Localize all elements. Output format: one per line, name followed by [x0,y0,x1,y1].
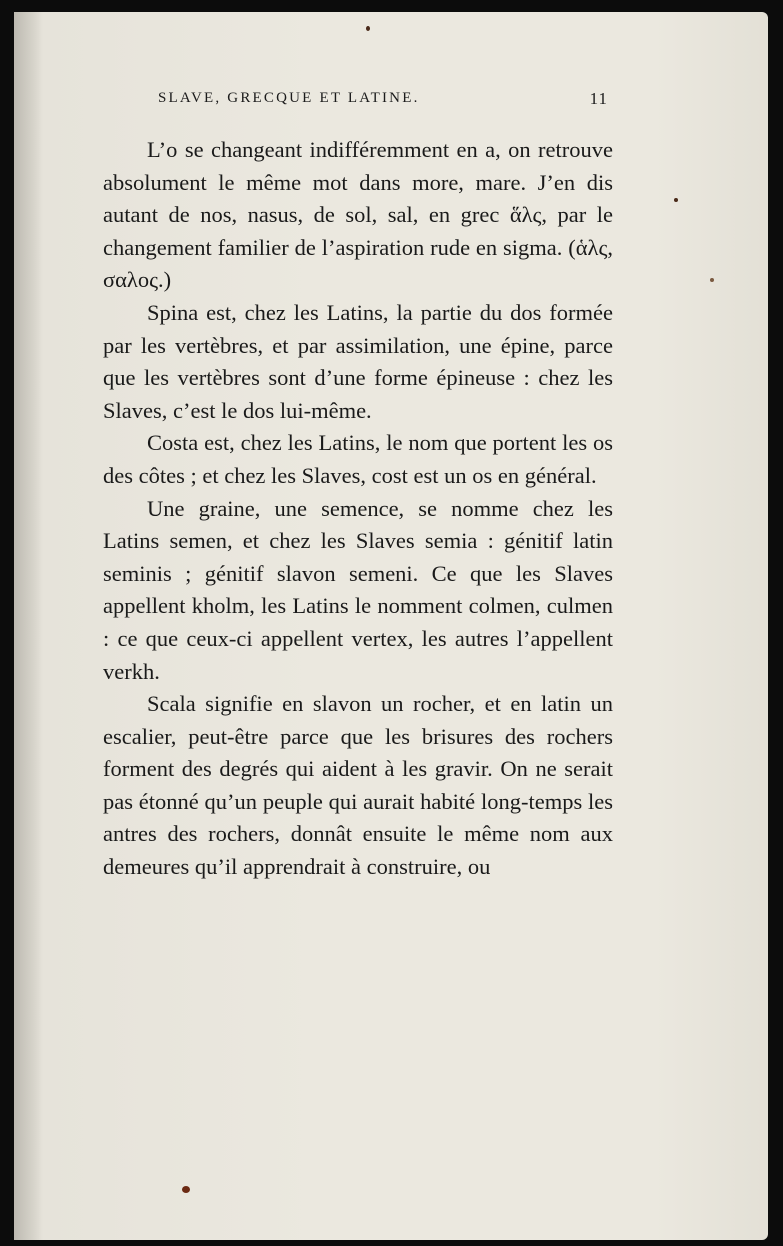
body-text [103,134,613,884]
running-head [158,90,608,110]
page-gutter-shadow [14,12,42,1240]
paragraph: L’o se changeant indifféremment en a, on retrouve absolument le même mot dans more, mare. J’en dis autant de nos, nasus, de sol, sal, en grec ἅλς, par le changement familier de l’aspiration rude en sigma. (ἁλς, σαλος.) [103,137,613,293]
paragraph: Une graine, une semence, se nomme chez les Latins semen, et chez les Slaves semia : génitif latin seminis ; génitif slavon semeni. Ce que les Slaves appellent kholm, les Latins le nomment colmen, culmen : ce que ceux-ci appellent vertex, les autres l’appellent verkh. [103,495,613,684]
ink-speck [674,198,678,202]
ink-speck [366,26,370,31]
paragraph: Scala signifie en slavon un rocher, et en latin un escalier, peut-être parce que les brisures des rochers forment des degrés qui aident à les gravir. On ne serait pas étonné qu’un peuple qui aurait habité long-temps les antres des rochers, donnât ensuite le même nom aux demeures qu’il apprendrait à construire, ou [103,691,613,880]
paragraph: Spina est, chez les Latins, la partie du dos formée par les vertèbres, et par assimilation, une épine, parce que les vertèbres sont d’une forme épineuse : chez les Slaves, c’est le dos lui-même. [103,299,613,423]
paragraph: Costa est, chez les Latins, le nom que portent les os des côtes ; et chez les Slaves, cost est un os en général. [103,430,613,488]
ink-speck [182,1186,190,1193]
running-title: SLAVE, GRECQUE ET LATINE. [158,90,420,106]
page-number: 11 [589,89,608,108]
ink-speck [710,278,714,282]
